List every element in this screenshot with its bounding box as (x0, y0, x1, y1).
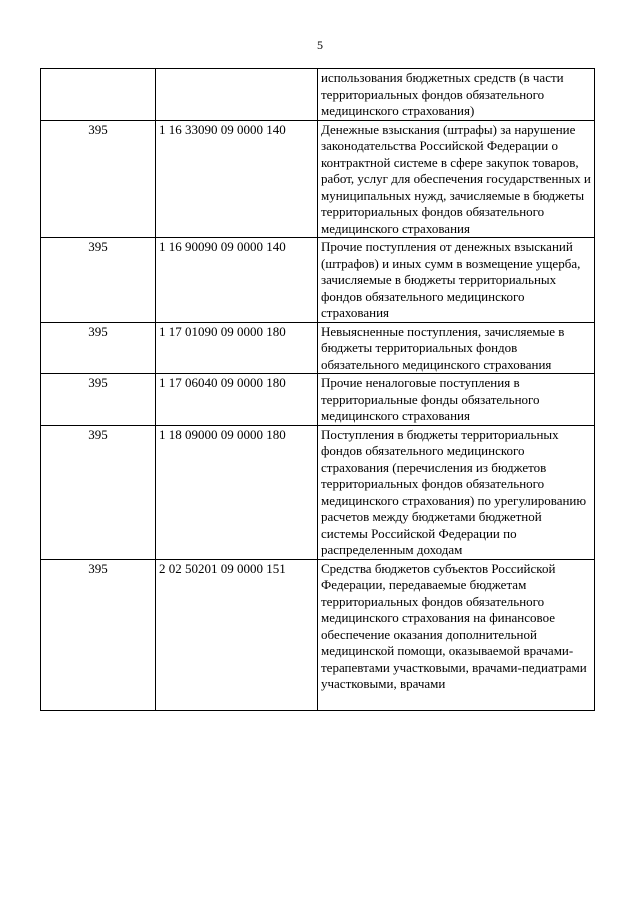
description-text: Средства бюджетов субъектов Российской Федерации, передаваемые бюджетам территориальных фондов обязательного медицинского страхования на финансовое обеспечение оказания дополнительной медицинской помощи, оказываемой врачами-терапевтами участковыми, врачами-педиатрами участковыми, врачами (321, 560, 587, 691)
budget-code-cell: 1 18 09000 09 0000 180 (156, 425, 318, 559)
budget-code-cell: 1 17 01090 09 0000 180 (156, 322, 318, 374)
description-cell: Денежные взыскания (штрафы) за нарушение законодательства Российской Федерации о контрактной системе в сфере закупок товаров, работ, услуг для обеспечения государственных и муниципальных нужд, зачисляемые в бюджеты территориальных фондов обязательного медицинского страхования (318, 120, 595, 238)
admin-code-cell: 395 (41, 559, 156, 710)
budget-code-cell (156, 69, 318, 121)
budget-classification-table (40, 68, 595, 711)
description-cell: Невыясненные поступления, зачисляемые в бюджеты территориальных фондов обязательного медицинского страхования (318, 322, 595, 374)
table-row (41, 559, 595, 710)
description-cell: Прочие неналоговые поступления в территориальные фонды обязательного медицинского страхования (318, 374, 595, 426)
table-row (41, 425, 595, 559)
table-row (41, 120, 595, 238)
budget-code-cell: 1 16 33090 09 0000 140 (156, 120, 318, 238)
admin-code-cell: 395 (41, 374, 156, 426)
page-number: 5 (317, 38, 323, 52)
table-row (41, 322, 595, 374)
description-cell: Прочие поступления от денежных взысканий (штрафов) и иных сумм в возмещение ущерба, зачисляемые в бюджеты территориальных фондов обязательного медицинского страхования (318, 238, 595, 323)
table-row (41, 374, 595, 426)
admin-code-cell: 395 (41, 425, 156, 559)
description-cell: использования бюджетных средств (в части территориальных фондов обязательного медицинского страхования) (318, 69, 595, 121)
table-row (41, 69, 595, 121)
admin-code-cell: 395 (41, 238, 156, 323)
admin-code-cell (41, 69, 156, 121)
admin-code-cell: 395 (41, 120, 156, 238)
budget-code-cell: 2 02 50201 09 0000 151 (156, 559, 318, 710)
admin-code-cell: 395 (41, 322, 156, 374)
budget-code-cell: 1 17 06040 09 0000 180 (156, 374, 318, 426)
description-cell (318, 559, 595, 710)
table-row (41, 238, 595, 323)
budget-code-cell: 1 16 90090 09 0000 140 (156, 238, 318, 323)
description-cell: Поступления в бюджеты территориальных фондов обязательного медицинского страхования (перечисления из бюджетов территориальных фондов обязательного медицинского страхования) по урегулированию расчетов между бюджетами бюджетной системы Российской Федерации по распределенным доходам (318, 425, 595, 559)
